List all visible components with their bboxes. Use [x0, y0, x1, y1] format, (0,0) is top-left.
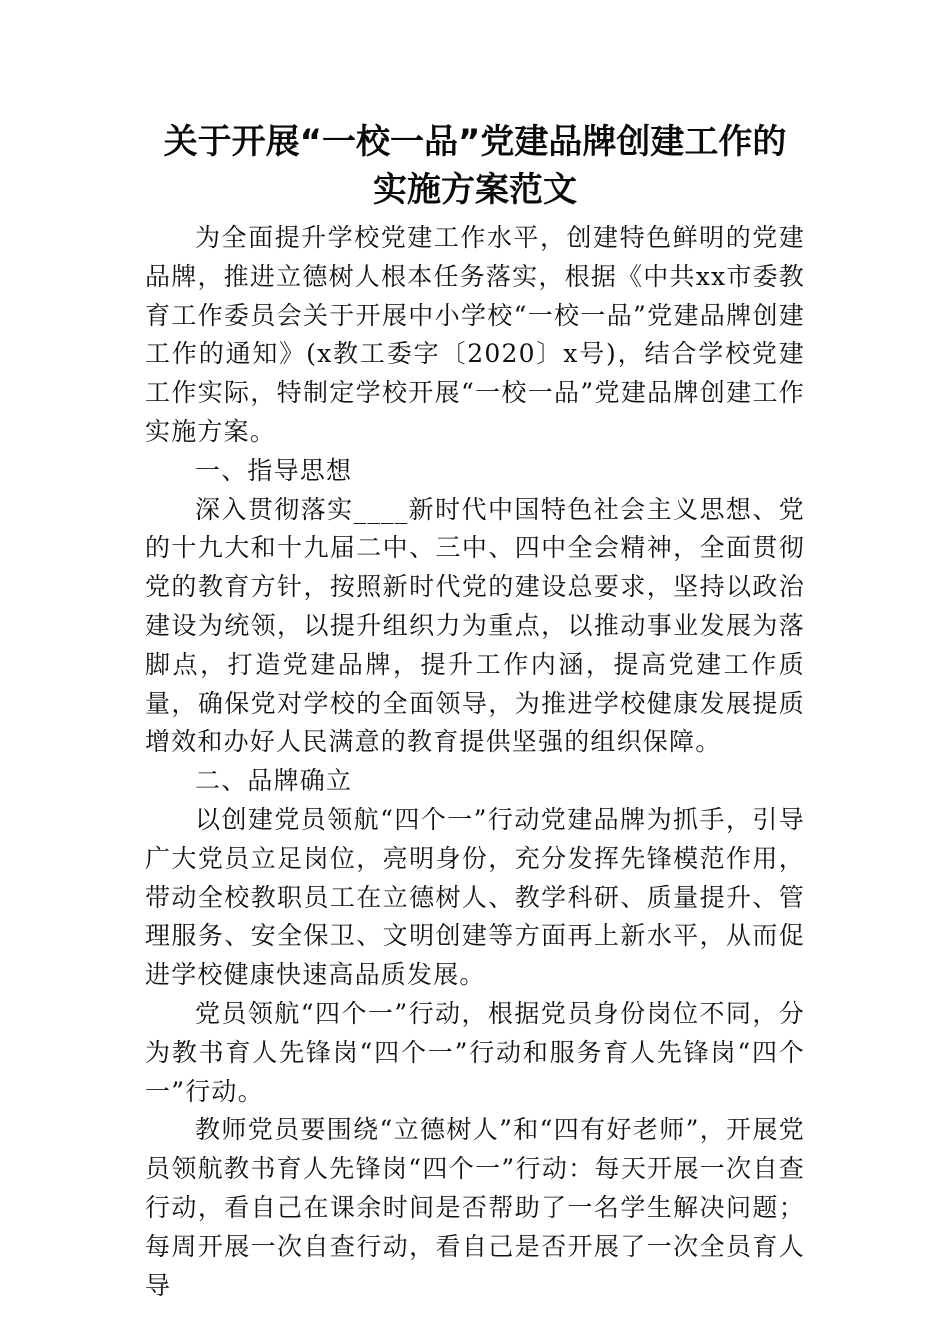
section-heading-guiding-ideology: 一、指导思想 [195, 455, 353, 485]
four-ones-paragraph: 党员领航“四个一”行动，根据党员身份岗位不同，分为教书育人先锋岗“四个一”行动和服务育人先锋岗“四个一”行动。 [145, 998, 805, 1106]
document-title-line-1: 关于开展“一校一品”党建品牌创建工作的 [163, 122, 787, 162]
intro-paragraph: 为全面提升学校党建工作水平，创建特色鲜明的党建品牌，推进立德树人根本任务落实，根据《中共xx市委教育工作委员会关于开展中小学校“一校一品”党建品牌创建工作的通知》(x教工委字〔2020〕x号)，结合学校党建工作实际，特制定学校开展“一校一品”党建品牌创建工作实施方案。 [145, 223, 805, 446]
section-heading-brand-establishment: 二、品牌确立 [195, 766, 353, 796]
document-body [145, 219, 805, 1305]
guiding-ideology-paragraph: 深入贯彻落实____新时代中国特色社会主义思想、党的十九大和十九届二中、三中、四中全会精神，全面贯彻党的教育方针，按照新时代党的建设总要求，坚持以政治建设为统领，以提升组织力为重点，以推动事业发展为落脚点，打造党建品牌，提升工作内涵，提高党建工作质量，确保党对学校的全面领导，为推进学校健康发展提质增效和办好人民满意的教育提供坚强的组织保障。 [145, 494, 805, 757]
teacher-party-member-paragraph: 教师党员要围绕“立德树人”和“四有好老师”，开展党员领航教书育人先锋岗“四个一”行动：每天开展一次自查行动，看自己在课余时间是否帮助了一名学生解决问题；每周开展一次自查行动，看自己是否开展了一次全员育人导 [145, 1115, 805, 1300]
document-title-line-2: 实施方案范文 [373, 170, 577, 210]
brand-paragraph: 以创建党员领航“四个一”行动党建品牌为抓手，引导广大党员立足岗位，亮明身份，充分发挥先锋模范作用，带动全校教职员工在立德树人、教学科研、质量提升、管理服务、安全保卫、文明创建等方面再上新水平，从而促进学校健康快速高品质发展。 [145, 804, 805, 990]
